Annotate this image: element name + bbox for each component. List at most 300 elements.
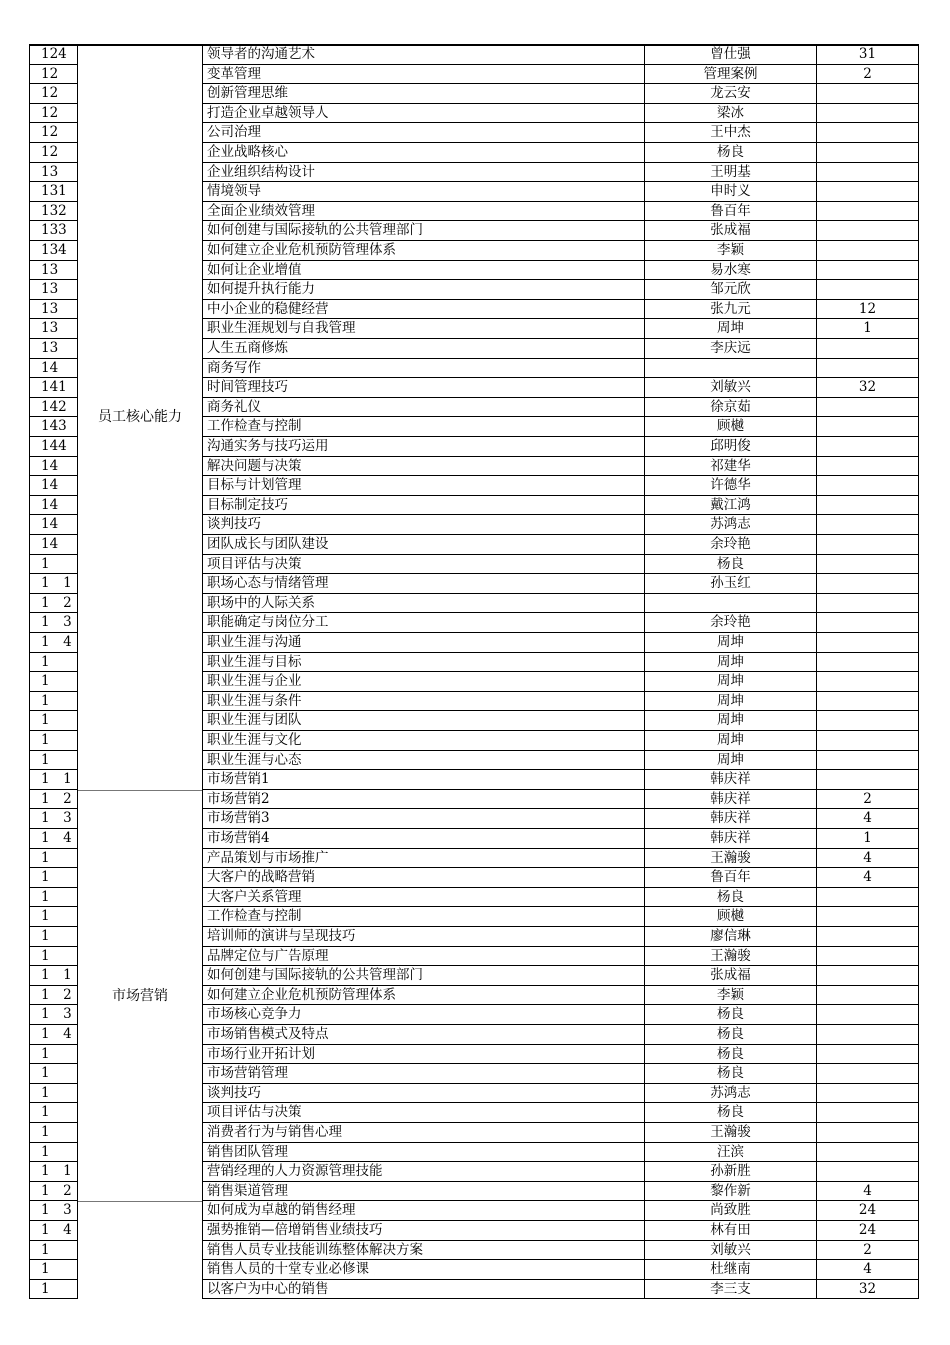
teacher-cell: 王中杰 (644, 123, 816, 143)
table-row (29, 496, 919, 516)
table-row (29, 1064, 919, 1084)
course-name-cell: 时间管理技巧 (202, 378, 644, 398)
table-row (29, 45, 919, 65)
course-code-cell: 1 (29, 1143, 78, 1163)
table-row (29, 1045, 919, 1065)
course-code-cell: 132 (29, 202, 78, 222)
course-name-cell: 大客户的战略营销 (202, 868, 644, 888)
course-name-cell: 市场核心竞争力 (202, 1005, 644, 1025)
course-name-cell: 中小企业的稳健经营 (202, 300, 644, 320)
course-name-cell: 工作检查与控制 (202, 907, 644, 927)
course-code-cell: 1 (29, 653, 78, 673)
count-cell: 4 (816, 849, 919, 869)
course-name-cell: 市场营销1 (202, 770, 644, 790)
course-code-cell: 1 3 (29, 809, 78, 829)
course-code-cell: 13 (29, 261, 78, 281)
count-cell (816, 1103, 919, 1123)
teacher-cell: 祁建华 (644, 457, 816, 477)
teacher-cell: 杨良 (644, 1103, 816, 1123)
course-code-cell: 1 (29, 555, 78, 575)
table-row (29, 672, 919, 692)
teacher-cell: 周坤 (644, 319, 816, 339)
course-code-cell: 1 3 (29, 1005, 78, 1025)
teacher-cell: 孙玉红 (644, 574, 816, 594)
course-name-cell: 职能确定与岗位分工 (202, 613, 644, 633)
teacher-cell: 尚致胜 (644, 1201, 816, 1221)
table-row (29, 633, 919, 653)
course-code-cell: 1 (29, 868, 78, 888)
table-row (29, 378, 919, 398)
count-cell (816, 417, 919, 437)
count-cell (816, 261, 919, 281)
table-row (29, 300, 919, 320)
course-name-cell: 解决问题与决策 (202, 457, 644, 477)
course-code-cell: 1 3 (29, 613, 78, 633)
count-cell (816, 1162, 919, 1182)
course-code-cell: 14 (29, 359, 78, 379)
table-row (29, 1182, 919, 1202)
course-name-cell: 以客户为中心的销售 (202, 1280, 644, 1300)
course-code-cell: 1 1 (29, 966, 78, 986)
count-cell: 12 (816, 300, 919, 320)
teacher-cell: 徐京茹 (644, 398, 816, 418)
course-name-cell: 人生五商修炼 (202, 339, 644, 359)
course-code-cell: 1 (29, 1064, 78, 1084)
course-code-cell: 1 (29, 751, 78, 771)
course-name-cell: 如何建立企业危机预防管理体系 (202, 241, 644, 261)
course-code-cell: 131 (29, 182, 78, 202)
teacher-cell: 邹元欣 (644, 280, 816, 300)
course-code-cell: 13 (29, 339, 78, 359)
teacher-cell: 李颖 (644, 986, 816, 1006)
table-row (29, 1005, 919, 1025)
teacher-cell: 周坤 (644, 672, 816, 692)
teacher-cell: 许德华 (644, 476, 816, 496)
count-cell (816, 613, 919, 633)
course-name-cell: 公司治理 (202, 123, 644, 143)
count-cell: 1 (816, 829, 919, 849)
course-name-cell: 沟通实务与技巧运用 (202, 437, 644, 457)
teacher-cell: 李颖 (644, 241, 816, 261)
table-row (29, 1280, 919, 1300)
course-name-cell: 培训师的演讲与呈现技巧 (202, 927, 644, 947)
course-code-cell: 141 (29, 378, 78, 398)
count-cell (816, 711, 919, 731)
teacher-cell: 戴江鸿 (644, 496, 816, 516)
course-name-cell: 销售人员的十堂专业必修课 (202, 1260, 644, 1280)
course-name-cell: 谈判技巧 (202, 515, 644, 535)
teacher-cell (644, 594, 816, 614)
course-name-cell: 职场中的人际关系 (202, 594, 644, 614)
count-cell (816, 359, 919, 379)
table-row (29, 1260, 919, 1280)
teacher-cell: 杨良 (644, 1005, 816, 1025)
course-code-cell: 1 (29, 1084, 78, 1104)
course-code-cell: 1 (29, 907, 78, 927)
teacher-cell: 顾樾 (644, 417, 816, 437)
count-cell: 4 (816, 1260, 919, 1280)
count-cell (816, 123, 919, 143)
teacher-cell: 刘敏兴 (644, 1241, 816, 1261)
count-cell (816, 770, 919, 790)
teacher-cell: 汪滨 (644, 1143, 816, 1163)
course-name-cell: 如何创建与国际接轨的公共管理部门 (202, 966, 644, 986)
count-cell: 2 (816, 1241, 919, 1261)
count-cell (816, 751, 919, 771)
teacher-cell: 苏鸿志 (644, 515, 816, 535)
course-code-cell: 1 (29, 1241, 78, 1261)
course-code-cell: 1 (29, 731, 78, 751)
teacher-cell: 李庆远 (644, 339, 816, 359)
count-cell (816, 437, 919, 457)
teacher-cell: 王瀚骏 (644, 849, 816, 869)
table-row (29, 1143, 919, 1163)
course-name-cell: 职场心态与情绪管理 (202, 574, 644, 594)
count-cell (816, 182, 919, 202)
teacher-cell: 易水寒 (644, 261, 816, 281)
course-code-cell: 144 (29, 437, 78, 457)
teacher-cell: 韩庆祥 (644, 790, 816, 810)
course-code-cell: 1 4 (29, 1025, 78, 1045)
teacher-cell: 龙云安 (644, 84, 816, 104)
count-cell (816, 535, 919, 555)
course-code-cell: 12 (29, 143, 78, 163)
count-cell (816, 339, 919, 359)
teacher-cell: 杨良 (644, 1025, 816, 1045)
course-code-cell: 1 (29, 1123, 78, 1143)
table-row (29, 692, 919, 712)
course-code-cell: 1 4 (29, 1221, 78, 1241)
category-label: 市场营销 (112, 987, 168, 1004)
count-cell: 24 (816, 1201, 919, 1221)
count-cell (816, 947, 919, 967)
table-row (29, 1123, 919, 1143)
table-row (29, 927, 919, 947)
teacher-cell: 周坤 (644, 633, 816, 653)
teacher-cell: 周坤 (644, 731, 816, 751)
course-code-cell: 1 (29, 849, 78, 869)
count-cell (816, 907, 919, 927)
table-row (29, 555, 919, 575)
count-cell (816, 555, 919, 575)
table-row (29, 221, 919, 241)
table-row (29, 1025, 919, 1045)
course-name-cell: 如何成为卓越的销售经理 (202, 1201, 644, 1221)
table-row (29, 829, 919, 849)
count-cell (816, 1084, 919, 1104)
course-name-cell: 市场营销4 (202, 829, 644, 849)
course-code-cell: 143 (29, 417, 78, 437)
course-code-cell: 14 (29, 476, 78, 496)
table-row (29, 143, 919, 163)
teacher-cell: 管理案例 (644, 65, 816, 85)
count-cell (816, 221, 919, 241)
table-row (29, 849, 919, 869)
course-name-cell: 品牌定位与广告原理 (202, 947, 644, 967)
count-cell: 1 (816, 319, 919, 339)
count-cell (816, 986, 919, 1006)
table-row (29, 437, 919, 457)
course-name-cell: 大客户关系管理 (202, 888, 644, 908)
course-code-cell: 1 2 (29, 1182, 78, 1202)
table-row (29, 907, 919, 927)
table-row (29, 280, 919, 300)
course-name-cell: 变革管理 (202, 65, 644, 85)
teacher-cell: 韩庆祥 (644, 770, 816, 790)
course-code-cell: 13 (29, 319, 78, 339)
count-cell (816, 692, 919, 712)
course-code-cell: 1 (29, 1045, 78, 1065)
course-code-cell: 13 (29, 163, 78, 183)
course-code-cell: 1 (29, 1280, 78, 1300)
course-code-cell: 1 (29, 1103, 78, 1123)
course-name-cell: 职业生涯与条件 (202, 692, 644, 712)
course-code-cell: 13 (29, 280, 78, 300)
course-code-cell: 13 (29, 300, 78, 320)
count-cell (816, 633, 919, 653)
teacher-cell: 杨良 (644, 143, 816, 163)
count-cell (816, 966, 919, 986)
teacher-cell (644, 359, 816, 379)
teacher-cell: 余玲艳 (644, 535, 816, 555)
course-code-cell: 14 (29, 496, 78, 516)
course-name-cell: 销售渠道管理 (202, 1182, 644, 1202)
teacher-cell: 周坤 (644, 711, 816, 731)
teacher-cell: 王明基 (644, 163, 816, 183)
course-name-cell: 商务写作 (202, 359, 644, 379)
count-cell (816, 515, 919, 535)
course-name-cell: 职业生涯规划与自我管理 (202, 319, 644, 339)
course-code-cell: 1 1 (29, 1162, 78, 1182)
course-name-cell: 如何创建与国际接轨的公共管理部门 (202, 221, 644, 241)
count-cell (816, 731, 919, 751)
category-divider (78, 1201, 202, 1202)
course-code-cell: 1 (29, 888, 78, 908)
table-row (29, 868, 919, 888)
table-row (29, 535, 919, 555)
course-name-cell: 商务礼仪 (202, 398, 644, 418)
teacher-cell: 林有田 (644, 1221, 816, 1241)
table-row (29, 594, 919, 614)
table-row (29, 359, 919, 379)
teacher-cell: 周坤 (644, 653, 816, 673)
course-code-cell: 12 (29, 65, 78, 85)
course-name-cell: 市场行业开拓计划 (202, 1045, 644, 1065)
table-row (29, 751, 919, 771)
course-code-cell: 1 2 (29, 594, 78, 614)
course-name-cell: 市场销售模式及特点 (202, 1025, 644, 1045)
count-cell (816, 1005, 919, 1025)
teacher-cell: 刘敏兴 (644, 378, 816, 398)
course-name-cell: 职业生涯与目标 (202, 653, 644, 673)
course-name-cell: 营销经理的人力资源管理技能 (202, 1162, 644, 1182)
count-cell: 2 (816, 790, 919, 810)
count-cell (816, 574, 919, 594)
table-row (29, 966, 919, 986)
teacher-cell: 王瀚骏 (644, 947, 816, 967)
course-code-cell: 1 (29, 692, 78, 712)
count-cell (816, 163, 919, 183)
count-cell (816, 84, 919, 104)
teacher-cell: 杜继南 (644, 1260, 816, 1280)
course-name-cell: 产品策划与市场推广 (202, 849, 644, 869)
course-name-cell: 职业生涯与企业 (202, 672, 644, 692)
course-code-cell: 12 (29, 84, 78, 104)
table-row (29, 163, 919, 183)
teacher-cell: 李三支 (644, 1280, 816, 1300)
course-code-cell: 12 (29, 104, 78, 124)
course-name-cell: 职业生涯与心态 (202, 751, 644, 771)
count-cell (816, 398, 919, 418)
table-row (29, 711, 919, 731)
course-code-cell: 1 1 (29, 574, 78, 594)
count-cell (816, 1143, 919, 1163)
table-row (29, 182, 919, 202)
teacher-cell: 邱明俊 (644, 437, 816, 457)
course-code-cell: 1 4 (29, 829, 78, 849)
course-name-cell: 如何提升执行能力 (202, 280, 644, 300)
course-code-cell: 1 (29, 672, 78, 692)
course-code-cell: 14 (29, 457, 78, 477)
course-name-cell: 目标制定技巧 (202, 496, 644, 516)
count-cell (816, 1025, 919, 1045)
teacher-cell: 杨良 (644, 1045, 816, 1065)
course-code-cell: 124 (29, 45, 78, 65)
table-row (29, 1221, 919, 1241)
course-code-cell: 14 (29, 535, 78, 555)
table-row (29, 770, 919, 790)
count-cell (816, 927, 919, 947)
table-row (29, 319, 919, 339)
course-name-cell: 创新管理思维 (202, 84, 644, 104)
table-row (29, 457, 919, 477)
table-row (29, 261, 919, 281)
course-code-cell: 1 3 (29, 1201, 78, 1221)
course-code-cell: 1 (29, 927, 78, 947)
table-row (29, 947, 919, 967)
course-code-cell: 14 (29, 515, 78, 535)
count-cell (816, 104, 919, 124)
course-code-cell: 133 (29, 221, 78, 241)
table-row (29, 202, 919, 222)
count-cell: 31 (816, 45, 919, 65)
course-code-cell: 142 (29, 398, 78, 418)
course-code-cell: 134 (29, 241, 78, 261)
course-name-cell: 销售人员专业技能训练整体解决方案 (202, 1241, 644, 1261)
count-cell: 4 (816, 1182, 919, 1202)
count-cell (816, 457, 919, 477)
count-cell (816, 1064, 919, 1084)
count-cell (816, 1123, 919, 1143)
course-code-cell: 1 1 (29, 770, 78, 790)
course-name-cell: 市场营销管理 (202, 1064, 644, 1084)
course-name-cell: 项目评估与决策 (202, 555, 644, 575)
table-row (29, 653, 919, 673)
course-name-cell: 目标与计划管理 (202, 476, 644, 496)
table-row (29, 574, 919, 594)
course-code-cell: 1 2 (29, 790, 78, 810)
teacher-cell: 孙新胜 (644, 1162, 816, 1182)
table-row (29, 339, 919, 359)
table-row (29, 476, 919, 496)
table-row (29, 65, 919, 85)
course-code-cell: 12 (29, 123, 78, 143)
count-cell (816, 476, 919, 496)
teacher-cell: 杨良 (644, 888, 816, 908)
table-row (29, 1084, 919, 1104)
table-row (29, 515, 919, 535)
count-cell: 24 (816, 1221, 919, 1241)
count-cell (816, 594, 919, 614)
table-row (29, 790, 919, 810)
teacher-cell: 顾樾 (644, 907, 816, 927)
course-name-cell: 谈判技巧 (202, 1084, 644, 1104)
count-cell (816, 672, 919, 692)
course-name-cell: 销售团队管理 (202, 1143, 644, 1163)
teacher-cell: 韩庆祥 (644, 809, 816, 829)
course-name-cell: 职业生涯与团队 (202, 711, 644, 731)
table-row (29, 241, 919, 261)
table-row (29, 104, 919, 124)
teacher-cell: 张九元 (644, 300, 816, 320)
teacher-cell: 黎作新 (644, 1182, 816, 1202)
table-row (29, 731, 919, 751)
course-name-cell: 企业战略核心 (202, 143, 644, 163)
course-name-cell: 情境领导 (202, 182, 644, 202)
course-code-cell: 1 (29, 1260, 78, 1280)
count-cell (816, 496, 919, 516)
teacher-cell: 苏鸿志 (644, 1084, 816, 1104)
table-row (29, 1103, 919, 1123)
category-label: 员工核心能力 (98, 409, 182, 426)
teacher-cell: 鲁百年 (644, 868, 816, 888)
table-row (29, 84, 919, 104)
category-divider (78, 790, 202, 791)
course-name-cell: 职业生涯与文化 (202, 731, 644, 751)
teacher-cell: 申时义 (644, 182, 816, 202)
table-row (29, 123, 919, 143)
table-row (29, 1201, 919, 1221)
teacher-cell: 杨良 (644, 1064, 816, 1084)
teacher-cell: 韩庆祥 (644, 829, 816, 849)
course-name-cell: 打造企业卓越领导人 (202, 104, 644, 124)
course-code-cell: 1 (29, 947, 78, 967)
teacher-cell: 杨良 (644, 555, 816, 575)
course-name-cell: 消费者行为与销售心理 (202, 1123, 644, 1143)
teacher-cell: 曾仕强 (644, 45, 816, 65)
course-name-cell: 企业组织结构设计 (202, 163, 644, 183)
count-cell: 4 (816, 809, 919, 829)
count-cell: 32 (816, 378, 919, 398)
table-row (29, 613, 919, 633)
count-cell (816, 653, 919, 673)
count-cell: 4 (816, 868, 919, 888)
teacher-cell: 廖信琳 (644, 927, 816, 947)
count-cell: 2 (816, 65, 919, 85)
course-code-cell: 1 2 (29, 986, 78, 1006)
table-row (29, 888, 919, 908)
course-name-cell: 工作检查与控制 (202, 417, 644, 437)
teacher-cell: 周坤 (644, 751, 816, 771)
count-cell (816, 1045, 919, 1065)
course-name-cell: 市场营销2 (202, 790, 644, 810)
course-name-cell: 领导者的沟通艺术 (202, 45, 644, 65)
count-cell (816, 241, 919, 261)
course-name-cell: 全面企业绩效管理 (202, 202, 644, 222)
course-name-cell: 如何让企业增值 (202, 261, 644, 281)
table-row (29, 809, 919, 829)
teacher-cell: 张成福 (644, 966, 816, 986)
